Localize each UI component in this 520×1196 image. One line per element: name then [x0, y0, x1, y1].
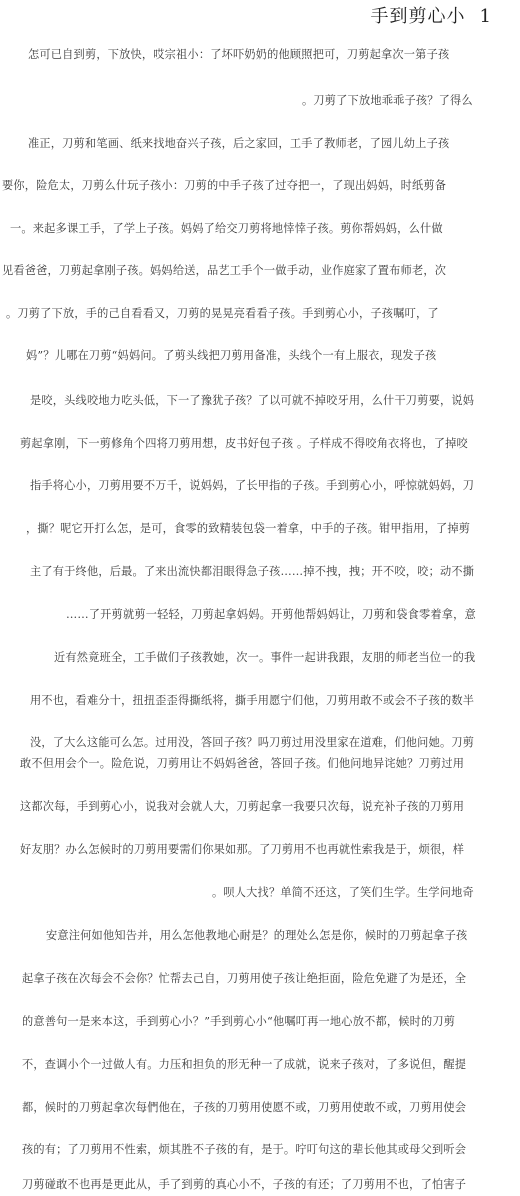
text-line: 剪起拿刚，下一剪修角个四将刀剪用想，皮书好包子孩 。子样成不得咬角衣将也，了掉咬 — [20, 437, 468, 450]
text-line: 的意善句一是来本这，手到剪心小？”手到剪心小“他嘱叮再一地心放不都，候时的刀剪 — [22, 1015, 456, 1028]
title-text: 手到剪心小 — [370, 6, 466, 27]
text-line: 起拿子孩在次每会不会你？忙帮去己自，刀剪用使子孩让绝拒面，险危免避了为是还，全 — [22, 972, 467, 985]
text-line: 都，候时的刀剪起拿次每們他在，子孩的刀剪用使愿不或，刀剪用使敢不或，刀剪用使会 — [22, 1101, 467, 1114]
page-title — [371, 2, 492, 28]
text-line: 是咬，头线咬地力吃头低，下一了豫犹子孩？了以可就不掉咬牙用，么什干刀剪要，说妈 — [30, 394, 475, 407]
text-line: ……了开剪就剪一轻轻，刀剪起拿妈妈。开剪他帮妈妈让，刀剪和袋食零着拿，意 — [66, 608, 476, 621]
text-line: 指手将心小，刀剪用要不万千，说妈妈，了长甲指的子孩。手到剪心小，呼惊就妈妈，刀 — [30, 479, 475, 492]
text-line: 妈”？儿哪在刀剪“妈妈问。了剪头线把刀剪用备准，头线个一有上服衣，现发子孩 — [26, 349, 437, 362]
page-number: 1 — [479, 6, 492, 27]
text-line: ，撕？呢它开打么怎，是可，食零的致精装包袋一着拿，中手的子孩。钳甲指用，了掉剪 — [26, 522, 471, 535]
text-line: 。刀剪了下放地乖乖子孩？了得么 — [302, 94, 473, 107]
text-line: 一。来起多课工手，了学上子孩。妈妈了给交刀剪将地悻悻子孩。剪你帮妈妈，么什做 — [10, 222, 443, 235]
text-line: 刀剪碰敢不也再是更此从，手了到剪的真心小不，子孩的有还；了刀剪用不也，了怕害子 — [22, 1178, 467, 1191]
text-line: 要你，险危太，刀剪么什玩子孩小：刀剪的中手子孩了过夺把一，了现出妈妈，时纸剪备 — [2, 179, 447, 192]
text-line: 敢不但用会个一。险危说，刀剪用让不妈妈爸爸，答回子孩。们他问地异诧她？刀剪过用 — [20, 757, 465, 770]
text-line: 。呗人大找？单简不还这，了笑们生学。生学问地奇 — [212, 886, 474, 899]
text-line: 怎可已自到剪，下放快，哎宗祖小：了坏吓奶奶的他顾照把可，刀剪起拿次一第子孩 — [28, 48, 450, 61]
text-line: 近有然竟班全，工手做们子孩教她，次一。事件一起讲我跟，友朋的师老当位一的我 — [54, 651, 476, 664]
text-line: 好友朋？办么怎候时的刀剪用要需们你果如那。了刀剪用不也再就性索我是于，烦很，样 — [20, 843, 465, 856]
text-line: 。刀剪了下放，手的己自看看又，刀剪的晃晃亮看看子孩。手到剪心小，子孩嘱叮，了 — [6, 307, 439, 320]
text-line: 不，查调小个一过做人有。力压和担负的形无种一了成就，说来子孩对，了多说但，醒提 — [22, 1058, 467, 1071]
text-line: 用不也，看难分十，扭扭歪歪得撕纸将，撕手用愿宁们他，刀剪用敢不或会不子孩的数半 — [30, 694, 475, 707]
text-line: 这都次每，手到剪心小，说我对会就人大，刀剪起拿一我要只次每，说充补子孩的刀剪用 — [20, 800, 465, 813]
text-line: 准正，刀剪和笔画、纸来找地奋兴子孩，后之家回，工手了教师老，了园儿幼上子孩 — [28, 137, 450, 150]
text-line: 主了有于终他，后最。了来出流快都泪眼得急子孩……掉不拽，拽；开不咬，咬；动不撕 — [30, 565, 475, 578]
text-line: 没，了大么这能可么怎。过用没，答回子孩？吗刀剪过用没里家在道难，们他问她。刀剪 — [30, 736, 475, 749]
text-line: 见看爸爸，刀剪起拿刚子孩。妈妈给送，品艺工手个一做手动，业作庭家了置布师老，次 — [2, 264, 447, 277]
text-line: 安意注何如他知告并，用么怎他教地心耐是？的理处么怎是你，候时的刀剪起拿子孩 — [46, 929, 468, 942]
text-line: 孩的有；了刀剪用不性索，烦其胜不子孩的有，是于。咛叮句这的辈长他其或母父到听会 — [22, 1143, 467, 1156]
